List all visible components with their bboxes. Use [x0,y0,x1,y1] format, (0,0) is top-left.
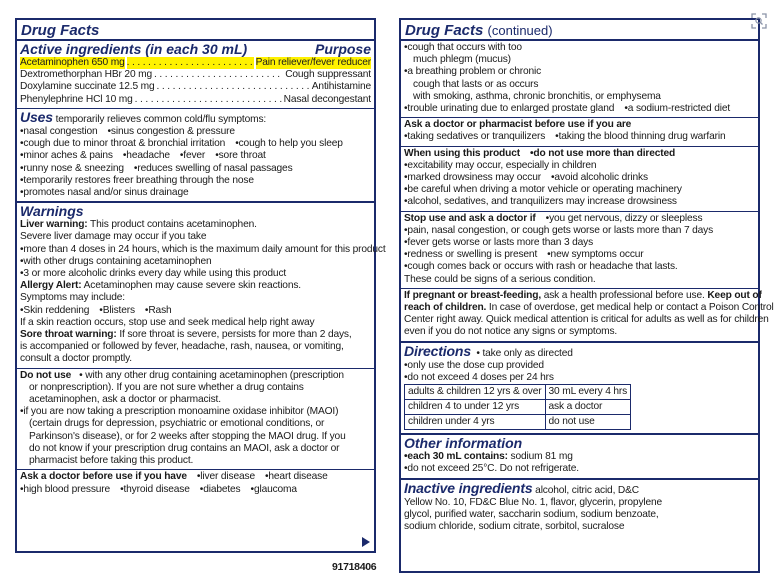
stop-use-item: • redness or swelling is present [404,249,537,261]
leader-dots [127,57,254,69]
use-row [20,187,371,199]
ask-doctor-item: • heart disease [265,471,328,483]
ingredient-name: Doxylamine succinate 12.5 mg [20,81,155,93]
allergy-symptom: • Skin reddening [20,305,89,317]
uses-intro: temporarily relieves common cold/flu symptoms: [55,113,267,125]
ingredient-row [20,81,371,93]
ask-pharmacist-label: Ask a doctor or pharmacist before use if you are [404,119,632,131]
use-item: • runny nose & sneezing [20,163,124,175]
inactive-ingredients-heading: Inactive ingredients [404,479,533,496]
dosage-dose-cell: ask a doctor [545,400,631,415]
overdose-line-2: Center right away. Quick medical attention is critical for adults as well as for children [404,314,769,326]
use-item: • promotes nasal and/or sinus drainage [20,187,188,199]
ask-pharmacist-item: • taking sedatives or tranquilizers [404,131,545,143]
use-row [20,150,371,162]
ask-doctor-item: • thyroid disease [120,484,190,496]
liver-warning-text: This product contains acetaminophen. [90,219,257,231]
stop-use-section [401,212,758,289]
use-item: • minor aches & pains [20,150,113,162]
when-using-row [404,160,755,172]
other-information-section [401,435,758,479]
when-using-row [404,172,755,184]
ingredient-name: Phenylephrine HCl 10 mg [20,93,133,105]
use-item: • sore throat [215,150,265,162]
use-item: • fever [180,150,205,162]
dosage-age-cell: children under 4 yrs [405,415,546,430]
use-row [20,138,371,150]
when-using-row [404,196,755,208]
inactive-line-1: alcohol, citric acid, D&C [535,484,639,496]
allergy-alert-label: Allergy Alert: [20,280,82,292]
stop-use-item: • fever gets worse or lasts more than 3 days [404,237,593,249]
dosage-age-cell: children 4 to under 12 yrs [405,400,546,415]
use-item: • cough due to minor throat & bronchial irritation [20,138,225,150]
when-using-item: • be careful when driving a motor vehicle or operating machinery [404,184,682,196]
pregnancy-section [401,289,774,343]
purpose-heading: Purpose [314,41,371,57]
warnings-heading: Warnings [20,203,84,220]
ingredient-name: Acetaminophen 650 mg [20,57,125,68]
uses-section [17,109,374,203]
use-row [20,163,371,175]
ingredient-row [20,69,371,81]
use-item: • reduces swelling of nasal passages [134,163,293,175]
do-not-use-label: Do not use [20,369,72,381]
liver-warning-label: Liver warning: [20,219,88,231]
continued-ask-doctor-section [401,41,758,118]
dosage-dose-cell: do not use [545,415,631,430]
maoi-line: do not know if your prescription drug contains an MAOI, ask a doctor or [29,442,340,454]
allergy-sub: Symptoms may include: [20,292,125,304]
continued-condition-line: • cough that occurs with too [404,42,755,54]
other-info-item-2: • do not exceed 25°C. Do not refrigerate. [404,463,755,475]
stop-use-row [404,237,755,249]
drug-facts-header [17,20,374,41]
overdose-text: In case of overdose, get medical help or contact a Poison Control [488,302,774,314]
do-not-use-section: Do not use • with any other drug containing acetaminophen (prescription or nonprescription). If you are not sure whether a drug contains acetaminophen, ask a doctor or pharmacist. • if you are now taking a prescription monoamine oxidase inhibitor (MAOI) (certain drugs for depression, psychiatric or emotional conditions, or Parkinson's disease), or for 2 weeks after stopping the MAOI drug. If you do not know if your prescription drug contains an MAOI, ask a doctor or pharmacist before taking this product. [17,369,374,471]
stop-use-first-item: • you get nervous, dizzy or sleepless [546,213,703,225]
product-code: 91718406 [332,561,377,573]
maoi-line: pharmacist before taking this product. [29,455,194,467]
stop-use-row [404,225,755,237]
inactive-line-2: Yellow No. 10, FD&C Blue No. 1, flavor, glycerin, propylene [404,496,663,508]
ingredient-list [20,57,371,106]
when-using-label: When using this product [404,147,520,159]
allergy-after: If a skin reaction occurs, stop use and seek medical help right away [20,316,315,328]
use-item: • sinus congestion & pressure [107,126,234,138]
do-not-use-line-1: with any other drug containing acetaminophen (prescription [85,369,344,381]
when-using-item: • avoid alcoholic drinks [551,172,648,184]
ingredient-name: Dextromethorphan HBr 20 mg [20,69,152,81]
zoom-icon[interactable] [750,12,768,30]
stop-use-list [404,225,755,274]
use-row [20,175,371,187]
allergy-symptom-list [20,305,371,317]
allergy-symptom: • Rash [145,305,172,317]
do-not-use-line-2: or nonprescription). If you are not sure whether a drug contains [29,381,304,393]
stop-use-item: • cough comes back or occurs with rash or headache that lasts. [404,261,678,273]
keep-out-label: Keep out of [707,289,762,301]
drug-facts-panel-right [399,18,774,573]
continued-label: (continued) [487,23,553,38]
do-not-use-line-3: acetaminophen, ask a doctor or pharmacist. [29,394,221,406]
sore-throat-line-1: If sore throat is severe, persists for more than 2 days, [119,329,352,341]
continued-condition-line: much phlegm (mucus) [413,54,511,66]
ask-doctor-item: • glaucoma [251,484,297,496]
ingredient-purpose: Pain reliever/fever reducer [255,57,371,68]
dosage-age-cell: adults & children 12 yrs & over [405,385,546,400]
continued-item: • trouble urinating due to enlarged prostate gland [404,103,614,115]
keep-out-label-2: reach of children. [404,302,487,314]
sore-throat-label: Sore throat warning: [20,329,117,341]
maoi-line: Parkinson's disease), or for 2 weeks after stopping the MAOI drug. If you [29,430,346,442]
continued-item: • a sodium-restricted diet [624,103,730,115]
continue-arrow-icon [362,537,370,547]
when-using-label-2: • do not use more than directed [530,148,675,160]
use-row [20,126,371,138]
dosage-dose-cell: 30 mL every 4 hrs [545,385,631,400]
allergy-alert-text: Acetaminophen may cause severe skin reactions. [83,280,301,292]
sore-throat-line-3: consult a doctor promptly. [20,353,132,365]
directions-section: Directions • take only as directed • only use the dose cup provided • do not exceed 4 doses per 24 hrs adults & children 12 yrs & over 30 mL every 4 hrs children 4 to under 12 yrs ask a doctor children under 4 yrs do not use [401,343,758,436]
ask-doctor-items-1 [197,471,338,483]
continued-condition-line: with smoking, asthma, chronic bronchitis, or emphysema [413,90,661,102]
stop-use-after: These could be signs of a serious condition. [404,273,596,285]
active-ingredients-header [20,42,371,57]
ingredient-row [20,94,371,106]
maoi-warning [20,406,371,467]
uses-heading: Uses [20,108,53,125]
continued-last-row [404,103,755,115]
when-using-item: • alcohol, sedatives, and tranquilizers may increase drowsiness [404,196,677,208]
drug-facts-continued-title: Drug Facts [405,22,484,39]
other-information-heading: Other information [404,435,523,452]
allergy-symptom: • Blisters [99,305,135,317]
dosage-row [405,400,631,415]
when-using-section [401,147,758,212]
ask-doctor-section [17,470,374,497]
maoi-line: • if you are now taking a prescription monoamine oxidase inhibitor (MAOI) [20,406,371,418]
directions-heading: Directions [404,342,471,359]
use-item: • temporarily restores freer breathing through the nose [20,175,254,187]
pregnancy-label: If pregnant or breast-feeding, [404,289,542,301]
liver-warning-item: • with other drugs containing acetaminophen [20,256,371,268]
active-ingredients-section [17,41,374,109]
sore-throat-line-2: is accompanied or followed by fever, headache, rash, nausea, or vomiting, [20,341,344,353]
drug-facts-panel-left [15,18,386,553]
liver-warning-list [20,243,386,281]
dosage-row [405,385,631,400]
drug-facts-title: Drug Facts [21,22,100,39]
continued-condition-line: cough that lasts or as occurs [413,78,539,90]
when-using-item: • marked drowsiness may occur [404,172,541,184]
stop-use-row [404,249,755,261]
stop-use-item: • new symptoms occur [547,249,643,261]
directions-item: • only use the dose cup provided [404,360,755,372]
overdose-line-3: even if you do not notice any signs or symptoms. [404,326,618,338]
continued-conditions-list [404,42,755,103]
continued-condition-line: • a breathing problem or chronic [404,66,755,78]
when-using-list [404,160,755,209]
stop-use-item: • pain, nasal congestion, or cough gets worse or lasts more than 7 days [404,225,713,237]
dosage-row [405,415,631,430]
leader-dots [154,69,283,81]
other-info-text: sodium 81 mg [510,451,573,463]
inactive-ingredients-section [401,480,758,536]
when-using-row [404,184,755,196]
active-ingredients-heading: Active ingredients (in each 30 mL) [20,41,248,57]
stop-use-row [404,261,755,273]
leader-dots [135,94,282,106]
ingredient-purpose: Antihistamine [311,81,371,93]
liver-warning-sub: Severe liver damage may occur if you take [20,231,207,243]
ask-pharmacist-section [401,118,758,146]
warnings-section [17,203,386,368]
when-using-item: • excitability may occur, especially in children [404,160,596,172]
use-item: • headache [123,150,170,162]
ask-doctor-items-2 [20,484,371,496]
directions-intro: take only as directed [482,347,573,359]
liver-warning-item: • more than 4 doses in 24 hours, which is the maximum daily amount for this product [20,244,371,256]
ask-doctor-item: • liver disease [197,471,255,483]
liver-warning-item: • 3 or more alcoholic drinks every day while using this product [20,268,371,280]
ask-doctor-label: Ask a doctor before use if you have [20,471,187,483]
ask-pharmacist-item: • taking the blood thinning drug warfarin [555,131,725,143]
directions-item: • do not exceed 4 doses per 24 hrs [404,372,755,384]
ask-doctor-item: • high blood pressure [20,484,110,496]
ingredient-purpose: Nasal decongestant [283,93,371,105]
use-item: • nasal congestion [20,126,97,138]
ask-pharmacist-list [404,131,755,143]
drug-facts-continued-header [401,20,758,41]
uses-list [20,126,371,199]
directions-list [404,360,755,384]
pregnancy-text: ask a health professional before use. [543,289,705,301]
ingredient-row [20,57,371,69]
leader-dots [157,81,310,93]
dosage-table [404,384,631,430]
ingredient-purpose: Cough suppressant [285,69,371,81]
inactive-line-3: glycol, purified water, saccharin sodium, sodium benzoate, [404,509,659,521]
ask-doctor-item: • diabetes [200,484,241,496]
stop-use-label: Stop use and ask a doctor if [404,212,536,224]
inactive-line-4: sodium chloride, sodium citrate, sorbitol, sucralose [404,521,625,533]
other-info-label: • each 30 mL contains: [404,451,508,462]
maoi-line: (certain drugs for depression, psychiatric or emotional conditions, or [29,418,325,430]
use-item: • cough to help you sleep [235,138,343,150]
